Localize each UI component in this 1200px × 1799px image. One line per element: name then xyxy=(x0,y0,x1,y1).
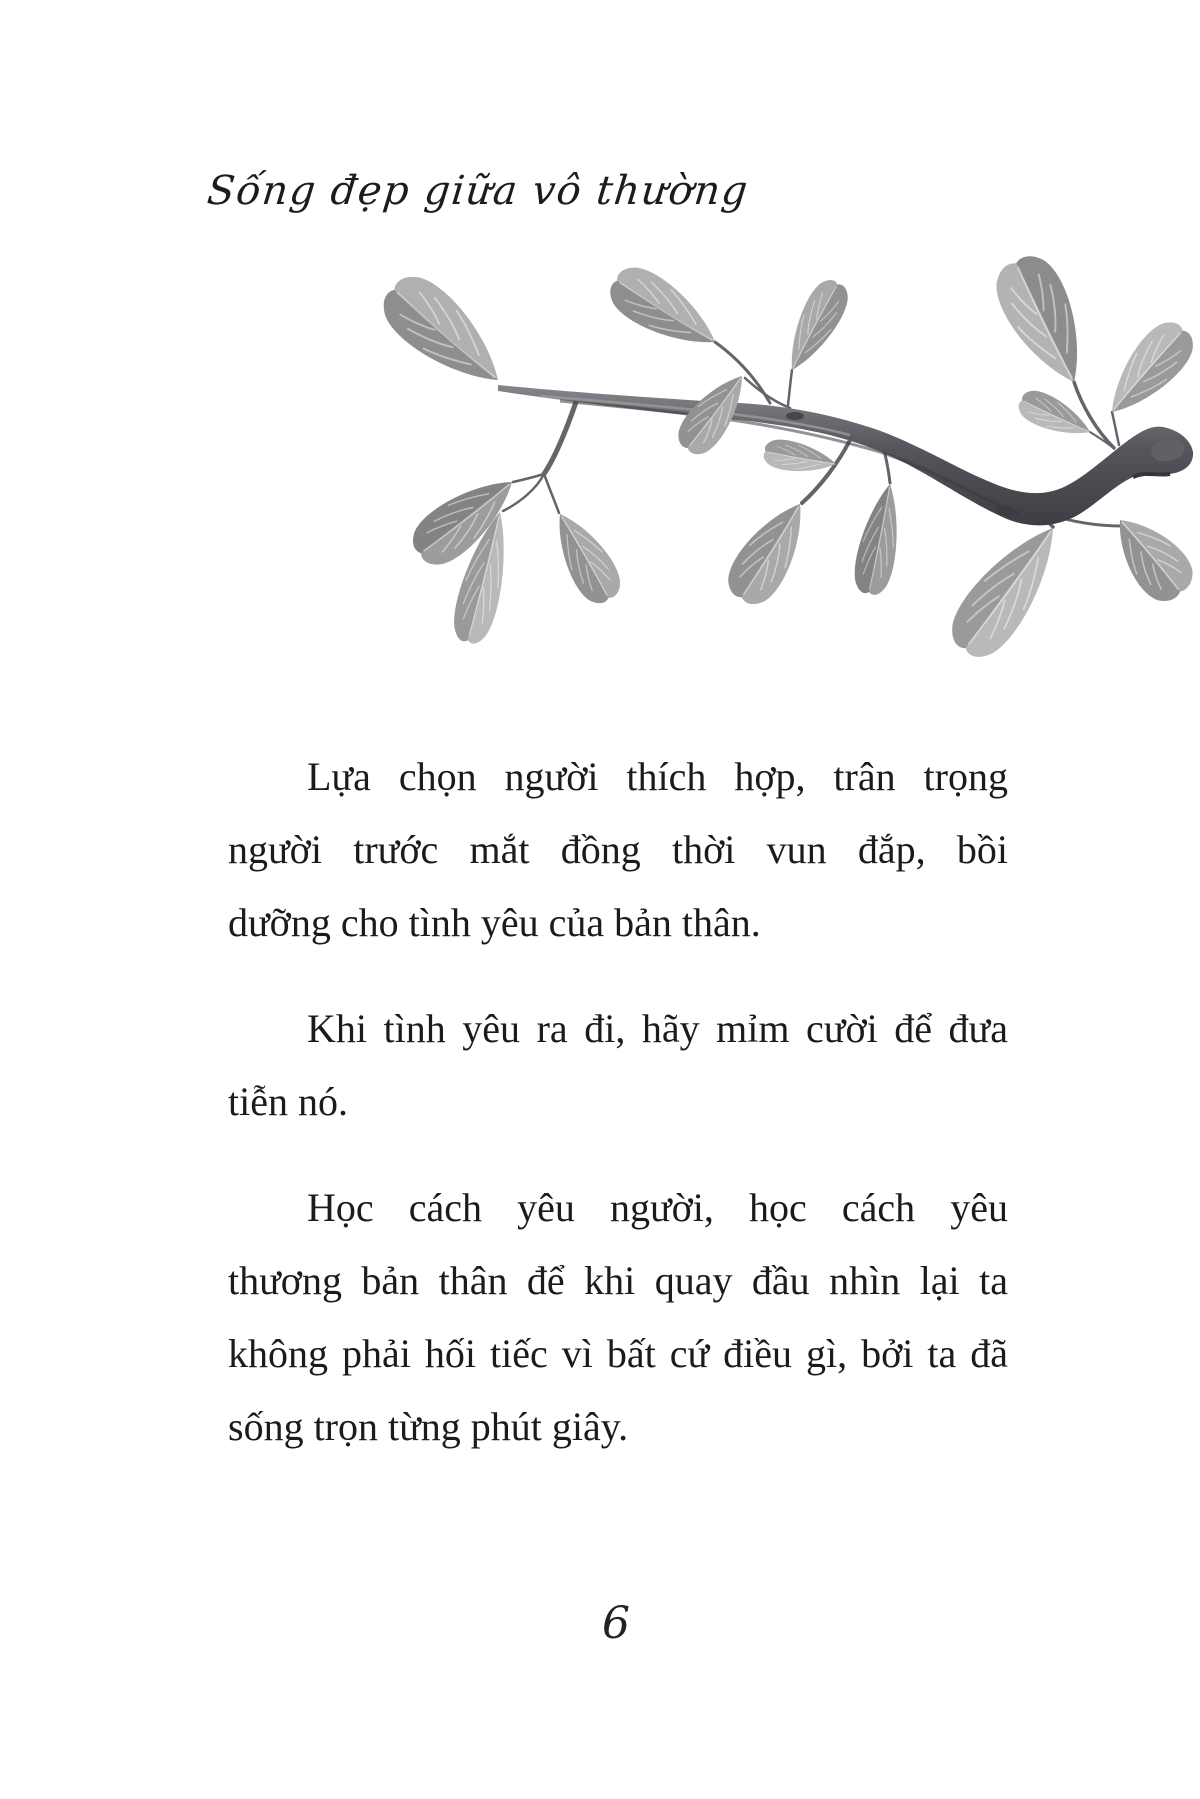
leaf xyxy=(940,510,1077,667)
leaf xyxy=(541,503,628,610)
leaf xyxy=(986,247,1103,396)
leaf xyxy=(850,480,909,597)
text-line: không phải hối tiếc vì bất cứ điều gì, bởi ta đã xyxy=(228,1331,1008,1376)
leaf xyxy=(1094,313,1200,428)
text-line: Lựa chọn người thích hợp, trân trọng xyxy=(307,754,1008,799)
paragraph xyxy=(228,740,1008,959)
leaf xyxy=(775,274,855,379)
text-line: Khi tình yêu ra đi, hãy mỉm cười để đưa xyxy=(307,1006,1008,1051)
leaf xyxy=(372,265,518,404)
paragraph xyxy=(228,1171,1008,1463)
leaf xyxy=(719,490,822,612)
text-line: Học cách yêu người, học cách yêu xyxy=(307,1185,1008,1230)
text-line: người trước mắt đồng thời vun đắp, bồi xyxy=(228,827,1008,872)
text-line: sống trọn từng phút giây. xyxy=(228,1404,629,1449)
leaf xyxy=(1099,503,1200,611)
book-header-title: Sống đẹp giữa vô thường xyxy=(205,168,752,214)
text-line: tiễn nó. xyxy=(228,1079,348,1124)
leaf xyxy=(762,437,839,479)
branch-leaves-illustration xyxy=(350,240,1200,680)
page-number: 6 xyxy=(602,1598,630,1649)
text-line: dưỡng cho tình yêu của bản thân. xyxy=(228,900,761,945)
body-text xyxy=(228,740,1008,1496)
branch xyxy=(498,385,1193,525)
paragraph xyxy=(228,992,1008,1138)
leaf xyxy=(404,462,528,575)
leaf xyxy=(1014,385,1097,447)
leaf xyxy=(602,258,729,364)
text-line: thương bản thân để khi quay đầu nhìn lại ta xyxy=(228,1258,1008,1303)
